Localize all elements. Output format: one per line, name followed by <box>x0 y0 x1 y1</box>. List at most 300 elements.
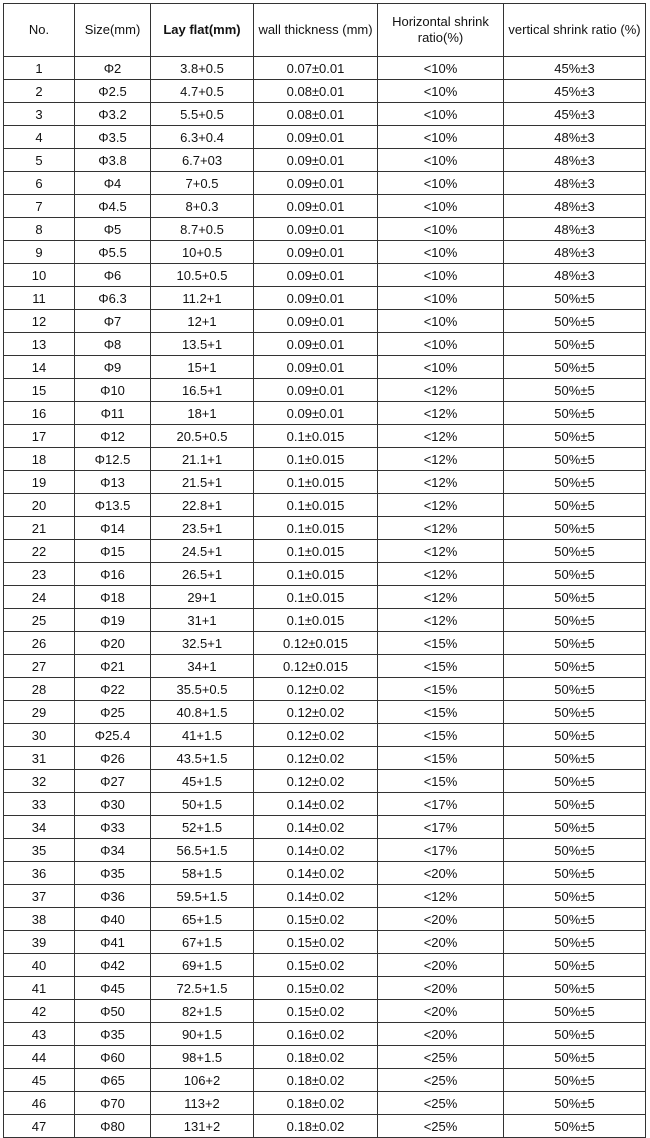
cell-wall-thickness: 0.18±0.02 <box>254 1115 378 1138</box>
cell-vertical-shrink: 50%±5 <box>504 333 646 356</box>
table-row <box>4 724 646 747</box>
table-row <box>4 1115 646 1138</box>
cell-size: Φ7 <box>75 310 151 333</box>
cell-wall-thickness: 0.1±0.015 <box>254 494 378 517</box>
cell-horizontal-shrink: <20% <box>378 1000 504 1023</box>
cell-vertical-shrink: 50%±5 <box>504 287 646 310</box>
cell-vertical-shrink: 50%±5 <box>504 862 646 885</box>
table-row <box>4 1092 646 1115</box>
cell-horizontal-shrink: <12% <box>378 379 504 402</box>
cell-size: Φ12.5 <box>75 448 151 471</box>
header-size: Size(mm) <box>75 4 151 57</box>
cell-wall-thickness: 0.09±0.01 <box>254 333 378 356</box>
table-row <box>4 356 646 379</box>
cell-no: 44 <box>4 1046 75 1069</box>
cell-lay-flat: 11.2+1 <box>151 287 254 310</box>
cell-horizontal-shrink: <10% <box>378 126 504 149</box>
cell-horizontal-shrink: <20% <box>378 862 504 885</box>
cell-horizontal-shrink: <12% <box>378 540 504 563</box>
cell-horizontal-shrink: <15% <box>378 701 504 724</box>
cell-wall-thickness: 0.1±0.015 <box>254 586 378 609</box>
cell-vertical-shrink: 45%±3 <box>504 103 646 126</box>
cell-wall-thickness: 0.18±0.02 <box>254 1069 378 1092</box>
cell-wall-thickness: 0.15±0.02 <box>254 954 378 977</box>
cell-no: 4 <box>4 126 75 149</box>
table-row <box>4 241 646 264</box>
cell-vertical-shrink: 50%±5 <box>504 632 646 655</box>
cell-lay-flat: 16.5+1 <box>151 379 254 402</box>
cell-horizontal-shrink: <10% <box>378 195 504 218</box>
cell-vertical-shrink: 45%±3 <box>504 80 646 103</box>
cell-no: 12 <box>4 310 75 333</box>
cell-vertical-shrink: 50%±5 <box>504 402 646 425</box>
cell-wall-thickness: 0.12±0.02 <box>254 724 378 747</box>
cell-vertical-shrink: 50%±5 <box>504 379 646 402</box>
cell-no: 18 <box>4 448 75 471</box>
cell-vertical-shrink: 50%±5 <box>504 425 646 448</box>
cell-lay-flat: 34+1 <box>151 655 254 678</box>
table-row <box>4 1046 646 1069</box>
cell-lay-flat: 59.5+1.5 <box>151 885 254 908</box>
cell-vertical-shrink: 50%±5 <box>504 931 646 954</box>
cell-size: Φ13 <box>75 471 151 494</box>
cell-vertical-shrink: 50%±5 <box>504 885 646 908</box>
cell-size: Φ30 <box>75 793 151 816</box>
cell-wall-thickness: 0.09±0.01 <box>254 310 378 333</box>
table-row <box>4 448 646 471</box>
cell-size: Φ34 <box>75 839 151 862</box>
cell-no: 47 <box>4 1115 75 1138</box>
cell-no: 1 <box>4 57 75 80</box>
cell-wall-thickness: 0.18±0.02 <box>254 1092 378 1115</box>
cell-lay-flat: 69+1.5 <box>151 954 254 977</box>
cell-size: Φ16 <box>75 563 151 586</box>
table-row <box>4 747 646 770</box>
table-row <box>4 540 646 563</box>
cell-horizontal-shrink: <10% <box>378 241 504 264</box>
cell-horizontal-shrink: <15% <box>378 632 504 655</box>
cell-horizontal-shrink: <15% <box>378 747 504 770</box>
cell-horizontal-shrink: <12% <box>378 448 504 471</box>
cell-wall-thickness: 0.09±0.01 <box>254 195 378 218</box>
cell-wall-thickness: 0.09±0.01 <box>254 149 378 172</box>
cell-no: 34 <box>4 816 75 839</box>
table-row <box>4 333 646 356</box>
cell-size: Φ41 <box>75 931 151 954</box>
table-row <box>4 172 646 195</box>
cell-vertical-shrink: 50%±5 <box>504 793 646 816</box>
cell-size: Φ40 <box>75 908 151 931</box>
cell-no: 19 <box>4 471 75 494</box>
cell-no: 22 <box>4 540 75 563</box>
cell-lay-flat: 4.7+0.5 <box>151 80 254 103</box>
cell-size: Φ14 <box>75 517 151 540</box>
cell-horizontal-shrink: <20% <box>378 954 504 977</box>
table-body <box>4 57 646 1138</box>
cell-size: Φ25.4 <box>75 724 151 747</box>
cell-lay-flat: 65+1.5 <box>151 908 254 931</box>
cell-lay-flat: 18+1 <box>151 402 254 425</box>
cell-horizontal-shrink: <17% <box>378 816 504 839</box>
table-row <box>4 655 646 678</box>
cell-horizontal-shrink: <15% <box>378 724 504 747</box>
cell-no: 40 <box>4 954 75 977</box>
cell-lay-flat: 58+1.5 <box>151 862 254 885</box>
cell-horizontal-shrink: <12% <box>378 563 504 586</box>
cell-lay-flat: 8.7+0.5 <box>151 218 254 241</box>
cell-lay-flat: 24.5+1 <box>151 540 254 563</box>
cell-wall-thickness: 0.09±0.01 <box>254 218 378 241</box>
cell-vertical-shrink: 48%±3 <box>504 218 646 241</box>
cell-size: Φ36 <box>75 885 151 908</box>
cell-size: Φ18 <box>75 586 151 609</box>
cell-wall-thickness: 0.1±0.015 <box>254 609 378 632</box>
cell-wall-thickness: 0.12±0.015 <box>254 655 378 678</box>
cell-lay-flat: 10+0.5 <box>151 241 254 264</box>
cell-vertical-shrink: 50%±5 <box>504 448 646 471</box>
cell-horizontal-shrink: <10% <box>378 80 504 103</box>
cell-wall-thickness: 0.09±0.01 <box>254 241 378 264</box>
cell-size: Φ9 <box>75 356 151 379</box>
cell-size: Φ13.5 <box>75 494 151 517</box>
table-row <box>4 218 646 241</box>
table-row <box>4 678 646 701</box>
cell-lay-flat: 3.8+0.5 <box>151 57 254 80</box>
cell-vertical-shrink: 50%±5 <box>504 839 646 862</box>
cell-no: 13 <box>4 333 75 356</box>
cell-horizontal-shrink: <25% <box>378 1046 504 1069</box>
cell-vertical-shrink: 50%±5 <box>504 908 646 931</box>
cell-size: Φ4 <box>75 172 151 195</box>
cell-lay-flat: 90+1.5 <box>151 1023 254 1046</box>
table-row <box>4 816 646 839</box>
cell-size: Φ5 <box>75 218 151 241</box>
cell-horizontal-shrink: <15% <box>378 655 504 678</box>
cell-size: Φ2.5 <box>75 80 151 103</box>
cell-vertical-shrink: 48%±3 <box>504 149 646 172</box>
cell-wall-thickness: 0.12±0.015 <box>254 632 378 655</box>
cell-lay-flat: 8+0.3 <box>151 195 254 218</box>
cell-size: Φ6 <box>75 264 151 287</box>
cell-no: 5 <box>4 149 75 172</box>
cell-vertical-shrink: 50%±5 <box>504 494 646 517</box>
cell-no: 32 <box>4 770 75 793</box>
cell-horizontal-shrink: <10% <box>378 310 504 333</box>
cell-no: 24 <box>4 586 75 609</box>
cell-lay-flat: 131+2 <box>151 1115 254 1138</box>
cell-wall-thickness: 0.09±0.01 <box>254 379 378 402</box>
cell-horizontal-shrink: <25% <box>378 1092 504 1115</box>
cell-size: Φ6.3 <box>75 287 151 310</box>
cell-no: 39 <box>4 931 75 954</box>
table-row <box>4 563 646 586</box>
cell-no: 2 <box>4 80 75 103</box>
cell-wall-thickness: 0.15±0.02 <box>254 931 378 954</box>
cell-horizontal-shrink: <12% <box>378 517 504 540</box>
cell-vertical-shrink: 48%±3 <box>504 241 646 264</box>
cell-wall-thickness: 0.15±0.02 <box>254 1000 378 1023</box>
cell-lay-flat: 43.5+1.5 <box>151 747 254 770</box>
cell-wall-thickness: 0.09±0.01 <box>254 264 378 287</box>
cell-vertical-shrink: 50%±5 <box>504 954 646 977</box>
cell-vertical-shrink: 50%±5 <box>504 701 646 724</box>
cell-vertical-shrink: 50%±5 <box>504 356 646 379</box>
cell-wall-thickness: 0.1±0.015 <box>254 540 378 563</box>
cell-size: Φ70 <box>75 1092 151 1115</box>
cell-horizontal-shrink: <10% <box>378 333 504 356</box>
cell-horizontal-shrink: <20% <box>378 1023 504 1046</box>
table-row <box>4 471 646 494</box>
cell-wall-thickness: 0.1±0.015 <box>254 517 378 540</box>
cell-lay-flat: 21.5+1 <box>151 471 254 494</box>
cell-wall-thickness: 0.12±0.02 <box>254 747 378 770</box>
cell-horizontal-shrink: <10% <box>378 57 504 80</box>
cell-vertical-shrink: 50%±5 <box>504 1046 646 1069</box>
cell-size: Φ27 <box>75 770 151 793</box>
table-row <box>4 793 646 816</box>
cell-no: 16 <box>4 402 75 425</box>
cell-horizontal-shrink: <12% <box>378 609 504 632</box>
cell-no: 26 <box>4 632 75 655</box>
cell-horizontal-shrink: <12% <box>378 586 504 609</box>
table-row <box>4 862 646 885</box>
table-row <box>4 517 646 540</box>
cell-lay-flat: 31+1 <box>151 609 254 632</box>
table-row <box>4 264 646 287</box>
cell-lay-flat: 5.5+0.5 <box>151 103 254 126</box>
cell-no: 11 <box>4 287 75 310</box>
cell-no: 45 <box>4 1069 75 1092</box>
cell-horizontal-shrink: <15% <box>378 678 504 701</box>
table-row <box>4 57 646 80</box>
cell-vertical-shrink: 50%±5 <box>504 1092 646 1115</box>
cell-horizontal-shrink: <10% <box>378 264 504 287</box>
cell-lay-flat: 29+1 <box>151 586 254 609</box>
cell-vertical-shrink: 50%±5 <box>504 655 646 678</box>
cell-no: 6 <box>4 172 75 195</box>
cell-no: 41 <box>4 977 75 1000</box>
cell-size: Φ19 <box>75 609 151 632</box>
cell-vertical-shrink: 50%±5 <box>504 310 646 333</box>
cell-lay-flat: 6.7+03 <box>151 149 254 172</box>
cell-size: Φ35 <box>75 862 151 885</box>
cell-wall-thickness: 0.14±0.02 <box>254 885 378 908</box>
cell-vertical-shrink: 50%±5 <box>504 770 646 793</box>
table-row <box>4 839 646 862</box>
cell-no: 20 <box>4 494 75 517</box>
cell-size: Φ45 <box>75 977 151 1000</box>
table-row <box>4 126 646 149</box>
cell-lay-flat: 67+1.5 <box>151 931 254 954</box>
cell-no: 27 <box>4 655 75 678</box>
cell-vertical-shrink: 50%±5 <box>504 977 646 1000</box>
cell-wall-thickness: 0.14±0.02 <box>254 862 378 885</box>
cell-size: Φ25 <box>75 701 151 724</box>
cell-horizontal-shrink: <17% <box>378 839 504 862</box>
cell-lay-flat: 15+1 <box>151 356 254 379</box>
cell-no: 28 <box>4 678 75 701</box>
table-row <box>4 977 646 1000</box>
cell-no: 35 <box>4 839 75 862</box>
cell-no: 43 <box>4 1023 75 1046</box>
cell-vertical-shrink: 50%±5 <box>504 540 646 563</box>
cell-horizontal-shrink: <20% <box>378 908 504 931</box>
cell-size: Φ60 <box>75 1046 151 1069</box>
cell-size: Φ21 <box>75 655 151 678</box>
cell-lay-flat: 52+1.5 <box>151 816 254 839</box>
cell-horizontal-shrink: <25% <box>378 1115 504 1138</box>
cell-lay-flat: 56.5+1.5 <box>151 839 254 862</box>
cell-wall-thickness: 0.1±0.015 <box>254 448 378 471</box>
cell-no: 15 <box>4 379 75 402</box>
cell-horizontal-shrink: <15% <box>378 770 504 793</box>
cell-no: 23 <box>4 563 75 586</box>
cell-horizontal-shrink: <10% <box>378 356 504 379</box>
table-row <box>4 402 646 425</box>
cell-no: 30 <box>4 724 75 747</box>
table-row <box>4 103 646 126</box>
cell-vertical-shrink: 50%±5 <box>504 517 646 540</box>
header-no: No. <box>4 4 75 57</box>
cell-horizontal-shrink: <10% <box>378 287 504 310</box>
header-horizontal-shrink: Horizontal shrink ratio(%) <box>378 4 504 57</box>
cell-lay-flat: 113+2 <box>151 1092 254 1115</box>
cell-horizontal-shrink: <12% <box>378 425 504 448</box>
cell-horizontal-shrink: <12% <box>378 402 504 425</box>
header-lay-flat: Lay flat(mm) <box>151 4 254 57</box>
cell-wall-thickness: 0.09±0.01 <box>254 287 378 310</box>
cell-size: Φ10 <box>75 379 151 402</box>
cell-size: Φ3.8 <box>75 149 151 172</box>
cell-size: Φ65 <box>75 1069 151 1092</box>
cell-lay-flat: 45+1.5 <box>151 770 254 793</box>
cell-wall-thickness: 0.14±0.02 <box>254 839 378 862</box>
table-row <box>4 885 646 908</box>
table-row <box>4 954 646 977</box>
cell-horizontal-shrink: <17% <box>378 793 504 816</box>
cell-wall-thickness: 0.1±0.015 <box>254 471 378 494</box>
cell-vertical-shrink: 50%±5 <box>504 816 646 839</box>
cell-lay-flat: 41+1.5 <box>151 724 254 747</box>
cell-wall-thickness: 0.18±0.02 <box>254 1046 378 1069</box>
cell-size: Φ2 <box>75 57 151 80</box>
table-row <box>4 149 646 172</box>
cell-no: 37 <box>4 885 75 908</box>
table-row <box>4 632 646 655</box>
table-row <box>4 1069 646 1092</box>
table-row <box>4 1023 646 1046</box>
cell-size: Φ4.5 <box>75 195 151 218</box>
cell-lay-flat: 35.5+0.5 <box>151 678 254 701</box>
header-wall-thickness: wall thickness (mm) <box>254 4 378 57</box>
cell-wall-thickness: 0.09±0.01 <box>254 126 378 149</box>
cell-size: Φ80 <box>75 1115 151 1138</box>
cell-vertical-shrink: 50%±5 <box>504 1000 646 1023</box>
cell-size: Φ33 <box>75 816 151 839</box>
cell-horizontal-shrink: <12% <box>378 471 504 494</box>
cell-lay-flat: 40.8+1.5 <box>151 701 254 724</box>
table-row <box>4 586 646 609</box>
cell-wall-thickness: 0.15±0.02 <box>254 908 378 931</box>
cell-horizontal-shrink: <10% <box>378 172 504 195</box>
cell-lay-flat: 21.1+1 <box>151 448 254 471</box>
cell-size: Φ11 <box>75 402 151 425</box>
cell-wall-thickness: 0.14±0.02 <box>254 793 378 816</box>
cell-lay-flat: 50+1.5 <box>151 793 254 816</box>
cell-no: 33 <box>4 793 75 816</box>
cell-wall-thickness: 0.08±0.01 <box>254 103 378 126</box>
cell-horizontal-shrink: <12% <box>378 494 504 517</box>
table-row <box>4 609 646 632</box>
header-row <box>4 4 646 57</box>
cell-no: 21 <box>4 517 75 540</box>
cell-lay-flat: 20.5+0.5 <box>151 425 254 448</box>
cell-size: Φ12 <box>75 425 151 448</box>
cell-lay-flat: 12+1 <box>151 310 254 333</box>
cell-size: Φ42 <box>75 954 151 977</box>
cell-lay-flat: 10.5+0.5 <box>151 264 254 287</box>
cell-no: 3 <box>4 103 75 126</box>
cell-wall-thickness: 0.1±0.015 <box>254 425 378 448</box>
cell-no: 14 <box>4 356 75 379</box>
cell-vertical-shrink: 50%±5 <box>504 1023 646 1046</box>
cell-lay-flat: 72.5+1.5 <box>151 977 254 1000</box>
cell-lay-flat: 13.5+1 <box>151 333 254 356</box>
table-row <box>4 287 646 310</box>
cell-no: 9 <box>4 241 75 264</box>
table-row <box>4 425 646 448</box>
cell-wall-thickness: 0.14±0.02 <box>254 816 378 839</box>
table-row <box>4 931 646 954</box>
cell-no: 29 <box>4 701 75 724</box>
cell-wall-thickness: 0.12±0.02 <box>254 770 378 793</box>
cell-horizontal-shrink: <20% <box>378 977 504 1000</box>
table-row <box>4 379 646 402</box>
cell-vertical-shrink: 50%±5 <box>504 471 646 494</box>
table-row <box>4 80 646 103</box>
cell-vertical-shrink: 50%±5 <box>504 1115 646 1138</box>
cell-no: 8 <box>4 218 75 241</box>
table-row <box>4 701 646 724</box>
cell-size: Φ26 <box>75 747 151 770</box>
cell-wall-thickness: 0.1±0.015 <box>254 563 378 586</box>
cell-vertical-shrink: 48%±3 <box>504 264 646 287</box>
cell-horizontal-shrink: <12% <box>378 885 504 908</box>
cell-lay-flat: 32.5+1 <box>151 632 254 655</box>
cell-vertical-shrink: 50%±5 <box>504 747 646 770</box>
cell-vertical-shrink: 50%±5 <box>504 586 646 609</box>
table-row <box>4 908 646 931</box>
cell-size: Φ20 <box>75 632 151 655</box>
cell-no: 31 <box>4 747 75 770</box>
cell-size: Φ5.5 <box>75 241 151 264</box>
cell-vertical-shrink: 48%±3 <box>504 172 646 195</box>
cell-wall-thickness: 0.16±0.02 <box>254 1023 378 1046</box>
cell-vertical-shrink: 48%±3 <box>504 126 646 149</box>
cell-vertical-shrink: 48%±3 <box>504 195 646 218</box>
cell-vertical-shrink: 50%±5 <box>504 724 646 747</box>
cell-size: Φ8 <box>75 333 151 356</box>
cell-lay-flat: 6.3+0.4 <box>151 126 254 149</box>
header-vertical-shrink: vertical shrink ratio (%) <box>504 4 646 57</box>
cell-size: Φ15 <box>75 540 151 563</box>
cell-lay-flat: 7+0.5 <box>151 172 254 195</box>
cell-no: 7 <box>4 195 75 218</box>
cell-vertical-shrink: 50%±5 <box>504 563 646 586</box>
cell-lay-flat: 22.8+1 <box>151 494 254 517</box>
cell-lay-flat: 26.5+1 <box>151 563 254 586</box>
cell-no: 10 <box>4 264 75 287</box>
